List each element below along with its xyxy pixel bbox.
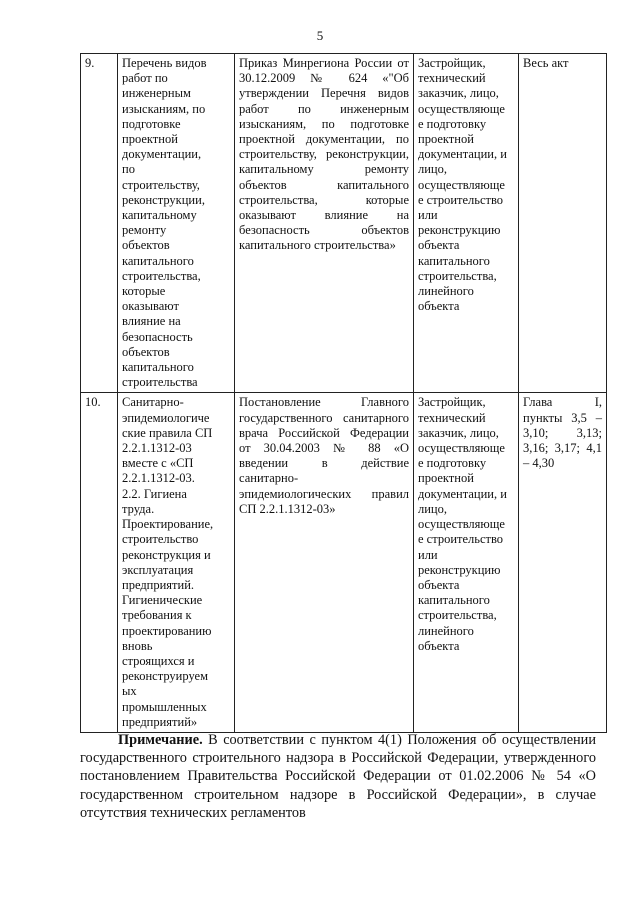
approving-act-cell: Постановление Главного государственного санитарного врача Российской Федерации от 30.04.2003 № 88 «О введении в действие санитарно-эпидемиологических правил СП 2.2.1.1312-03» — [235, 393, 414, 732]
row-number: 9. — [81, 54, 118, 393]
page-number: 5 — [316, 28, 324, 43]
table-row — [81, 393, 607, 732]
note-label: Примечание. — [118, 732, 203, 748]
applicants-cell: Застройщик, технический заказчик, лицо, осуществляюще е подготовку проектной документации, и лицо, осуществляюще е строительство или реконструкцию объекта капитального строительства, линейного объекта — [414, 54, 519, 393]
note-text: В соответствии с пунктом 4(1) Положения об осуществлении государственного строительного надзора в Российской Федерации, утвержденного постановлением Правительства Российской Федерации от 01.02.2006 № 54 «О государственном строительном надзоре в Российской Федерации», в случае отсутствия технических регламентов — [80, 732, 596, 821]
applicants-cell: Застройщик, технический заказчик, лицо, осуществляюще е подготовку проектной документации, и лицо, осуществляюще е строительство или реконструкцию объекта капитального строительства, линейного объекта — [414, 393, 519, 732]
note-paragraph — [80, 731, 596, 822]
document-title-cell: Перечень видов работ по инженерным изысканиям, по подготовке проектной документации, по строительству, реконструкции, капитальному ремонту объектов капитального строительства, которые оказывают влияние на безопасность объектов капитального строительства — [118, 54, 235, 393]
document-title-cell: Санитарно- эпидемиологиче ские правила СП 2.2.1.1312-03 вместе с «СП 2.2.1.1312-03. 2.2. Гигиена труда. Проектирование, строительство реконструкция и эксплуатация предприятий. Гигиенические требования к проектированию вновь строящихся и реконструируем ых промышленных предприятий» — [118, 393, 235, 732]
scope-cell: Весь акт — [519, 54, 607, 393]
row-number: 10. — [81, 393, 118, 732]
table-row — [81, 54, 607, 393]
approving-act-cell: Приказ Минрегиона России от 30.12.2009 № 624 «"Об утверждении Перечня видов работ по инженерным изысканиям, по подготовке проектной документации, по строительству, реконструкции, капитальному ремонту объектов капитального строительства, которые оказывают влияние на безопасность объектов капитального строительства» — [235, 54, 414, 393]
regulations-table — [80, 53, 607, 733]
scope-cell: Глава I, пункты 3,5 – 3,10; 3,13; 3,16; 3,17; 4,1 – 4,30 — [519, 393, 607, 732]
